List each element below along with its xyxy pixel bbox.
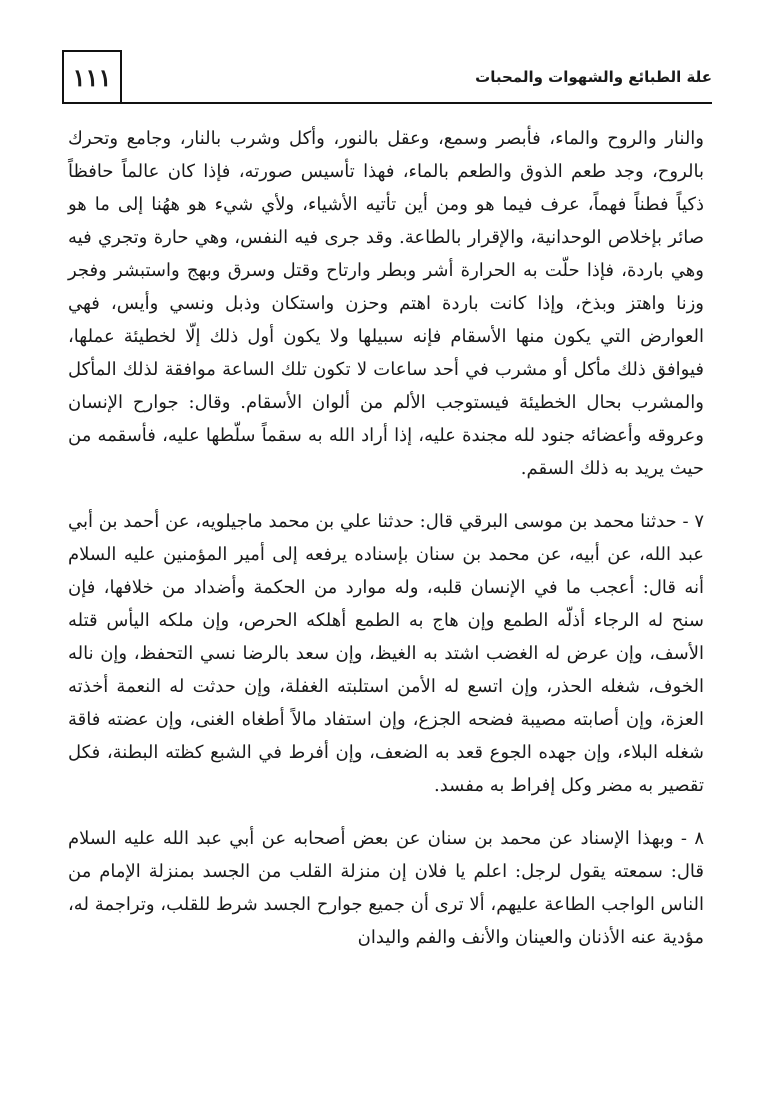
header-rule	[62, 102, 712, 104]
paragraph-continuation: والنار والروح والماء، فأبصر وسمع، وعقل بالنور، وأكل وشرب بالنار، وجامع وتحرك بالروح، وجد طعم الذوق والطعم بالماء، فهذا تأسيس صورته، فإذا كان عالماً حافظاً ذكياً فطناً فهماً، عرف فيما هو ومن أين تأتيه الأشياء، ولأي شيء هو ههُنا إلى ما هو صائر بإخلاص الوحدانية، والإقرار بالطاعة. وقد جرى فيه النفس، وهي حارة وتجري فيه وهي باردة، فإذا حلّت به الحرارة أشر وبطر وارتاح وقتل وسرق وبهج واستبشر وفجر وزنا واهتز وبذخ، وإذا كانت باردة اهتم وحزن واستكان وذبل ونسي وأيس، فهي العوارض التي يكون منها الأسقام فإنه سبيلها ولا يكون أول ذلك إلّا لخطيئة عملها، فيوافق ذلك مأكل أو مشرب في أحد ساعات لا تكون تلك الساعة موافقة لذلك المأكل والمشرب بحال الخطيئة فيستوجب الألم من ألوان الأسقام. وقال: جوارح الإنسان وعروقه وأعضائه جنود لله مجندة عليه، إذا أراد الله به سقماً سلّطها عليه، فأسقمه من حيث يريد به ذلك السقم.	[68, 128, 704, 479]
paragraph-hadith-8: ٨ - وبهذا الإسناد عن محمد بن سنان عن بعض أصحابه عن أبي عبد الله عليه السلام قال: سمعته يقول لرجل: اعلم يا فلان إن منزلة القلب من الجسد بمنزلة الإمام من الناس الواجب الطاعة عليهم، ألا ترى أن جميع جوارح الجسد شرط للقلب، وتراجمة له، مؤدية عنه الأذنان والعينان والأنف والفم واليدان	[68, 828, 704, 948]
page-header	[62, 48, 712, 104]
body-text	[68, 122, 704, 954]
running-title: علة الطبائع والشهوات والمحبات	[475, 68, 712, 86]
page-number: ١١١	[62, 50, 122, 102]
paragraph-hadith-7: ٧ - حدثنا محمد بن موسى البرقي قال: حدثنا علي بن محمد ماجيلويه، عن أحمد بن أبي عبد الله، عن أبيه، عن محمد بن سنان بإسناده يرفعه إلى أمير المؤمنين عليه السلام أنه قال: أعجب ما في الإنسان قلبه، وله موارد من الحكمة وأضداد من خلافها، فإن سنح له الرجاء أذلّه الطمع وإن هاج به الطمع أهلكه الحرص، وإن ملكه اليأس قتله الأسف، وإن عرض له الغضب اشتد به الغيظ، وإن سعد بالرضا نسي التحفظ، وإن ناله الخوف، شغله الحذر، وإن اتسع له الأمن استلبته الغفلة، وإن حدثت له النعمة أخذته العزة، وإن أصابته مصيبة فضحه الجزع، وإن استفاد مالاً أطغاه الغنى، وإن عضته فاقة شغله البلاء، وإن جهده الجوع قعد به الضعف، وإن أفرط في الشبع كظته البطنة، فكل تقصير به مضر وكل إفراط به مفسد.	[68, 511, 704, 796]
